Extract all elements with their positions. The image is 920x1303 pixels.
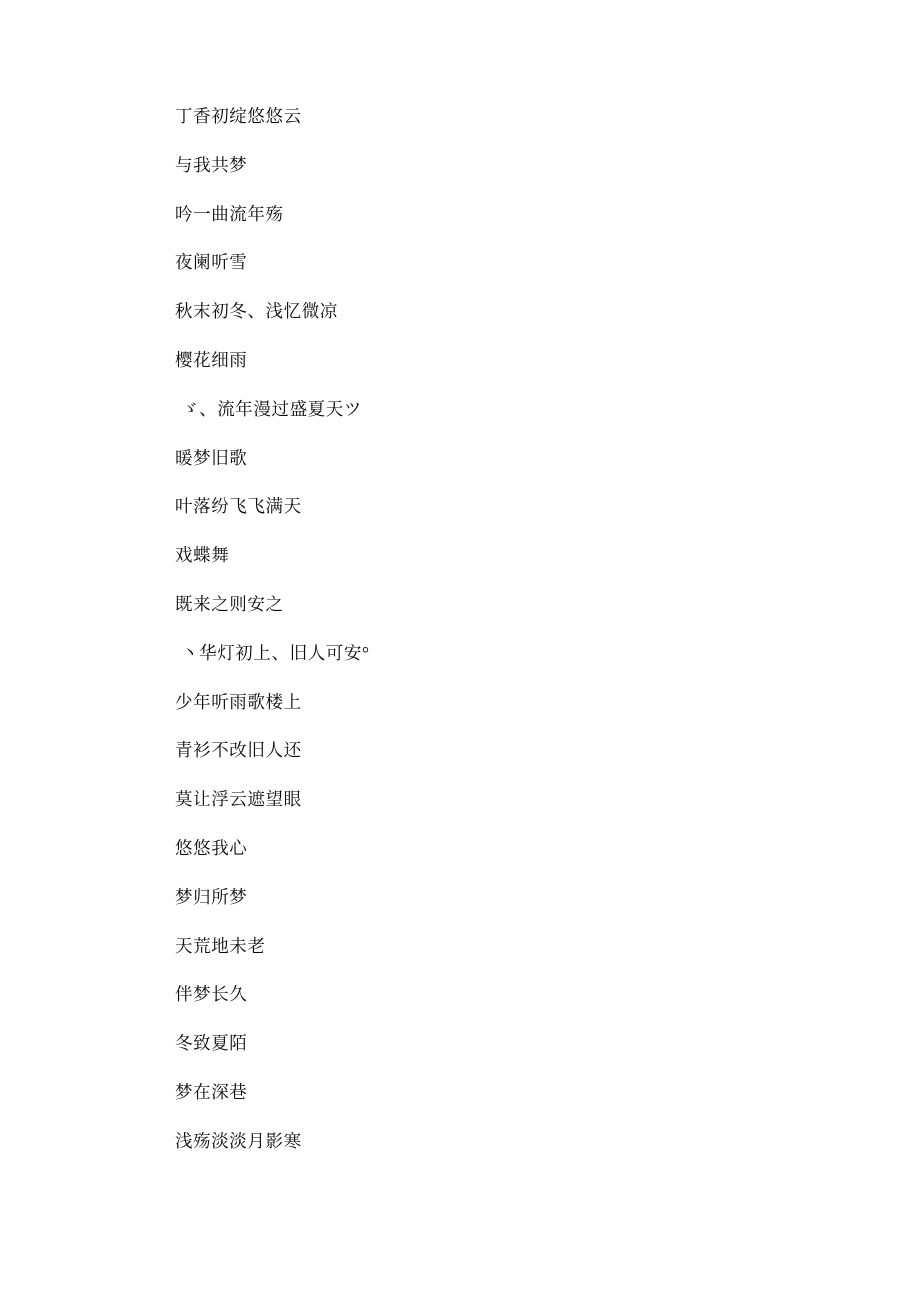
document-line: 秋末初冬、浅忆微凉 [175,301,338,322]
document-line: 少年听雨歌楼上 [175,691,302,712]
document-line: 丶华灯初上、旧人可安° [181,642,370,663]
document-line: 冬致夏陌 [175,1033,248,1054]
document-line: 与我共梦 [175,154,248,175]
document-line: 天荒地未老 [175,935,266,956]
document-line: 梦在深巷 [175,1081,248,1102]
document-line: 浅殇淡淡月影寒 [175,1130,302,1151]
document-line: 梦归所梦 [175,886,248,907]
document-line: 叶落纷飞飞满天 [175,496,302,517]
document-line: 既来之则安之 [175,593,284,614]
document-line: 悠悠我心 [175,837,248,858]
document-line: 吟一曲流年殇 [175,203,284,224]
document-line: 樱花细雨 [175,349,248,370]
document-line: ゞ、流年漫过盛夏天ツ [181,398,362,419]
document-line: 暖梦旧歌 [175,447,248,468]
document-line: 莫让浮云遮望眼 [175,789,302,810]
document-line: 戏蝶舞 [175,545,230,566]
document-line: 丁香初绽悠悠云 [175,106,302,126]
document-line: 伴梦长久 [175,984,248,1005]
document-line: 青衫不改旧人还 [175,740,302,761]
document-line: 夜阑听雪 [175,252,248,273]
